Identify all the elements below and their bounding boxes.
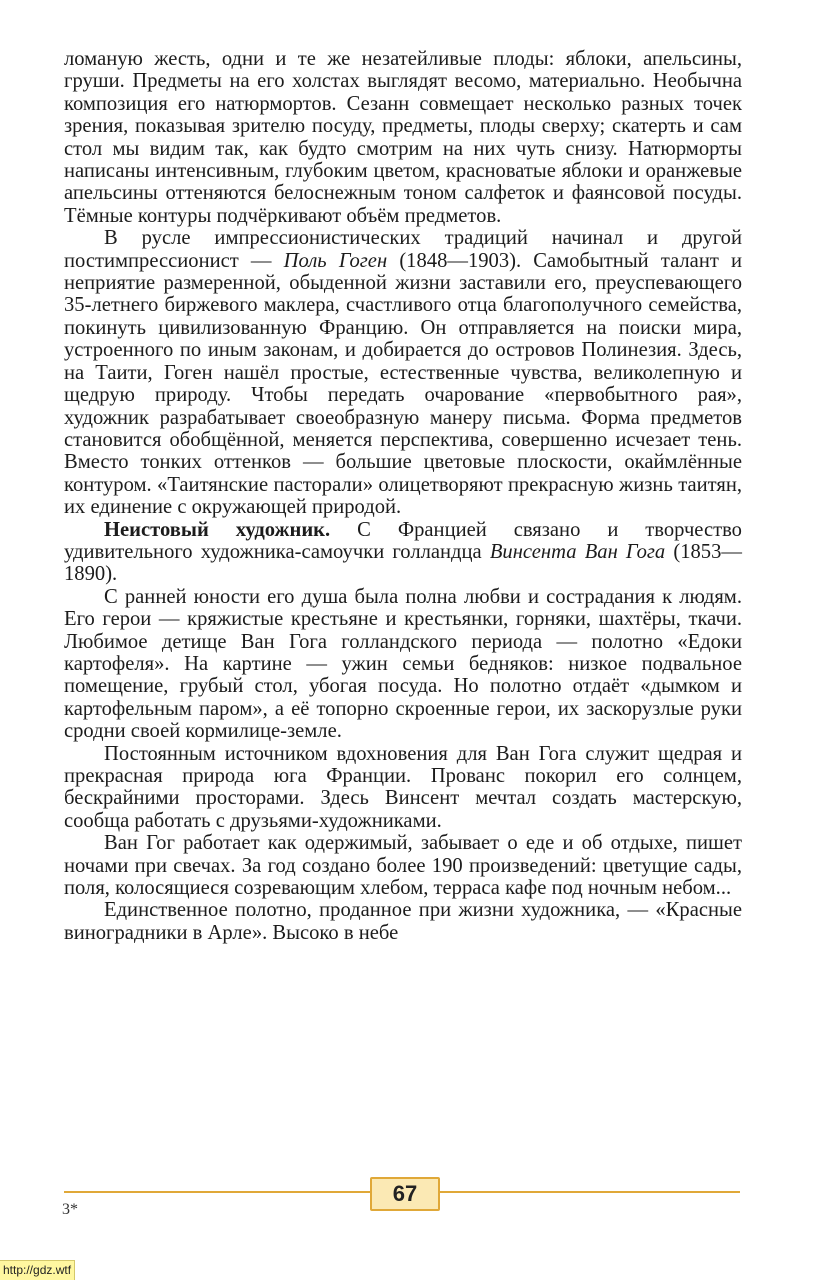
paragraph-text: (1848—1903). Самобытный талант и неприятие размеренной, обыденной жизни заставили его, преуспевающего 35-летнего биржевого маклера, счастливого отца благополучного семейства, покинуть цивилизованную Францию. Он отправляется на поиски мира, устроенного по иным законам, и добирается до островов Полинезия. Здесь, на Таити, Гоген нашёл простые, естественные чувства, великолепную и щедрую природу. Чтобы передать очарование «первобытного рая», художник разрабатывает своеобразную манеру письма. Форма предметов становится обобщённой, меняется перспектива, совершенно исчезает тень. Вместо тонких оттенков — большие цветовые плоскости, окаймлённые контуром. «Таитянские пасторали» олицетворяют прекрасную жизнь таитян, их единение с окружающей природой.: [64, 249, 743, 519]
artist-name-gauguin: Поль Гоген: [283, 249, 388, 272]
footer-rule-left: [64, 1191, 370, 1193]
paragraph-youth: [64, 586, 742, 743]
paragraph-text: Единственное полотно, проданное при жизни художника, — «Красные виноградники в Арле». Высоко в небе: [64, 899, 742, 944]
printer-signature: 3*: [62, 1201, 78, 1218]
section-heading: Неистовый художник.: [104, 518, 331, 541]
paragraph-provence: [64, 743, 742, 833]
paragraph-gauguin: [64, 227, 742, 518]
paragraph-red-vineyards: [64, 899, 742, 944]
footer-rule-right: [438, 1191, 740, 1193]
source-watermark-link[interactable]: http://gdz.wtf: [0, 1260, 75, 1280]
paragraph-text: (1853—1890).: [64, 540, 742, 586]
paragraph-van-gogh-intro: [64, 519, 742, 586]
body-text: [64, 48, 742, 944]
paragraph-work: [64, 832, 742, 899]
paragraph-text: ломаную жесть, одни и те же незатейливые плоды: яблоки, апельсины, груши. Предметы на его холстах выглядят весомо, материально. Необычна композиция его натюрмортов. Сезанн совмещает несколько разных точек зрения, показывая зрителю посуду, предметы, плоды сверху; скатерть и сам стол мы видим так, как будто смотрим на них чуть снизу. Натюрморты написаны интенсивным, глубоким цветом, красноватые яблоки и оранжевые апельсины оттеняются белоснежным тоном салфеток и фаянсовой посуды. Тёмные контуры подчёркивают объём предметов.: [64, 48, 742, 227]
paragraph-text: Ван Гог работает как одержимый, забывает о еде и об отдыхе, пишет ночами при свечах. За год создано более 190 произведений: цветущие сады, поля, колосящиеся созревающим хлебом, терраса кафе под ночным небом...: [64, 832, 742, 900]
paragraph-cezanne-still-life: [64, 48, 742, 227]
artist-name-van-gogh: Винсента Ван Гога: [489, 540, 666, 563]
paragraph-text: С Францией связано и творчество удивительного художника-самоучки голландца: [64, 518, 742, 563]
page-number: 67: [370, 1177, 440, 1211]
paragraph-text: С ранней юности его душа была полна любви и сострадания к людям. Его герои — кряжистые крестьяне и крестьянки, горняки, шахтёры, ткачи. Любимое детище Ван Гога голландского периода — полотно «Едоки картофеля». На картине — ужин семьи бедняков: низкое подвальное помещение, грубый стол, убогая посуда. Но полотно отдаёт «дымком и картофельным паром», а её топорно скроенные герои, их заскорузлые руки сродни своей кормилице-земле.: [64, 585, 742, 743]
paragraph-text: Постоянным источником вдохновения для Ван Гога служит щедрая и прекрасная природа юга Франции. Прованс покорил его солнцем, бескрайними просторами. Здесь Винсент мечтал создать мастерскую, сообща работать с друзьями-художниками.: [64, 742, 742, 832]
paragraph-text: В русле импрессионистических традиций начинал и другой постимпрессионист —: [64, 227, 742, 272]
